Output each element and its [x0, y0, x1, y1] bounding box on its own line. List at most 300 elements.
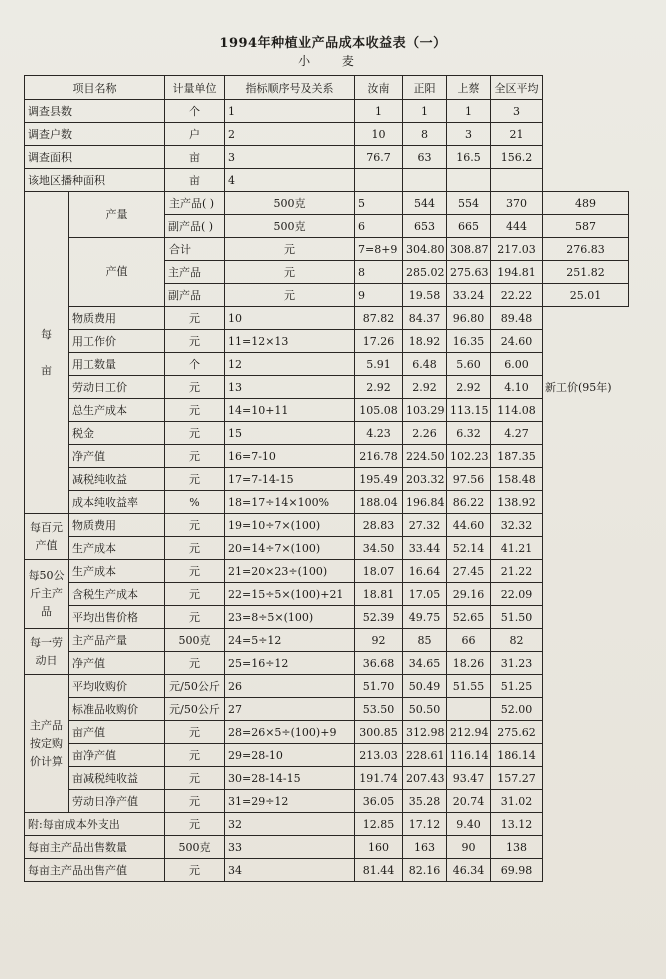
row-name: 主产品产量 [69, 629, 165, 652]
table-row [25, 583, 629, 606]
value-average: 31.23 [491, 652, 543, 675]
header-item: 项目名称 [25, 76, 165, 100]
value-shangcai: 113.15 [447, 399, 491, 422]
table-row [25, 859, 629, 882]
value-average: 51.25 [491, 675, 543, 698]
row-note [543, 721, 629, 744]
value-runan: 18.81 [355, 583, 403, 606]
row-note [543, 606, 629, 629]
value-runan: 12.85 [355, 813, 403, 836]
value-zhengyang: 665 [447, 215, 491, 238]
row-note [543, 675, 629, 698]
value-runan [355, 169, 403, 192]
value-runan: 653 [403, 215, 447, 238]
row-unit: 元 [165, 790, 225, 813]
row-name: 每亩主产品出售数量 [25, 836, 165, 859]
value-runan: 300.85 [355, 721, 403, 744]
row-name: 劳动日工价 [69, 376, 165, 399]
value-average: 156.2 [491, 146, 543, 169]
row-unit: 元 [165, 859, 225, 882]
value-zhengyang: 2.26 [403, 422, 447, 445]
value-runan: 18.07 [355, 560, 403, 583]
value-zhengyang: 196.84 [403, 491, 447, 514]
row-unit: 500克 [165, 836, 225, 859]
value-shangcai: 6.32 [447, 422, 491, 445]
row-index: 7=8+9 [355, 238, 403, 261]
row-index: 10 [225, 307, 355, 330]
value-runan: 81.44 [355, 859, 403, 882]
value-zhengyang: 203.32 [403, 468, 447, 491]
row-index: 6 [355, 215, 403, 238]
table-header-row [25, 76, 629, 100]
row-name: 物质费用 [69, 514, 165, 537]
row-note [543, 744, 629, 767]
value-runan: 285.02 [403, 261, 447, 284]
value-zhengyang: 228.61 [403, 744, 447, 767]
value-runan: 34.50 [355, 537, 403, 560]
value-shangcai: 16.5 [447, 146, 491, 169]
value-runan: 52.39 [355, 606, 403, 629]
value-shangcai: 212.94 [447, 721, 491, 744]
row-name: 合计 [165, 238, 225, 261]
row-name: 亩减税纯收益 [69, 767, 165, 790]
value-shangcai: 217.03 [491, 238, 543, 261]
row-index: 19=10÷7×(100) [225, 514, 355, 537]
value-runan: 1 [355, 100, 403, 123]
table-row [25, 813, 629, 836]
value-zhengyang: 63 [403, 146, 447, 169]
row-unit: 个 [165, 100, 225, 123]
table-row [25, 353, 629, 376]
row-name: 含税生产成本 [69, 583, 165, 606]
row-name: 调查面积 [25, 146, 165, 169]
row-note [543, 169, 629, 192]
table-row [25, 422, 629, 445]
row-index: 14=10+11 [225, 399, 355, 422]
value-average: 21.22 [491, 560, 543, 583]
value-runan: 17.26 [355, 330, 403, 353]
row-unit: 元 [225, 238, 355, 261]
row-index: 18=17÷14×100% [225, 491, 355, 514]
value-runan: 188.04 [355, 491, 403, 514]
value-shangcai [447, 698, 491, 721]
row-unit: 户 [165, 123, 225, 146]
table-row [25, 468, 629, 491]
value-average: 25.01 [543, 284, 629, 307]
value-shangcai: 116.14 [447, 744, 491, 767]
value-zhengyang: 49.75 [403, 606, 447, 629]
value-average: 32.32 [491, 514, 543, 537]
row-index: 11=12×13 [225, 330, 355, 353]
row-index: 23=8÷5×(100) [225, 606, 355, 629]
value-shangcai: 18.26 [447, 652, 491, 675]
row-index: 26 [225, 675, 355, 698]
row-note [543, 100, 629, 123]
value-shangcai: 52.14 [447, 537, 491, 560]
row-note [543, 652, 629, 675]
row-unit: 元 [165, 514, 225, 537]
table-row [25, 537, 629, 560]
value-zhengyang: 312.98 [403, 721, 447, 744]
row-index: 25=16÷12 [225, 652, 355, 675]
row-index: 17=7-14-15 [225, 468, 355, 491]
value-average: 186.14 [491, 744, 543, 767]
value-average: 114.08 [491, 399, 543, 422]
row-name: 总生产成本 [69, 399, 165, 422]
row-unit: 元/50公斤 [165, 675, 225, 698]
group-label: 主产品按定购价计算 [25, 675, 69, 813]
header-unit: 计量单位 [165, 76, 225, 100]
value-runan: 4.23 [355, 422, 403, 445]
row-note [543, 399, 629, 422]
table-row [25, 698, 629, 721]
value-runan: 53.50 [355, 698, 403, 721]
value-zhengyang: 103.29 [403, 399, 447, 422]
row-name: 用工作价 [69, 330, 165, 353]
row-unit: 元/50公斤 [165, 698, 225, 721]
row-name: 调查户数 [25, 123, 165, 146]
row-index: 16=7-10 [225, 445, 355, 468]
row-note [543, 422, 629, 445]
row-note [543, 537, 629, 560]
table-row [25, 169, 629, 192]
value-shangcai: 46.34 [447, 859, 491, 882]
value-runan: 36.68 [355, 652, 403, 675]
value-shangcai: 97.56 [447, 468, 491, 491]
value-runan: 191.74 [355, 767, 403, 790]
value-zhengyang: 163 [403, 836, 447, 859]
value-runan: 19.58 [403, 284, 447, 307]
row-unit: 元 [165, 422, 225, 445]
row-index: 9 [355, 284, 403, 307]
value-runan: 195.49 [355, 468, 403, 491]
row-note [543, 123, 629, 146]
row-index: 4 [225, 169, 355, 192]
row-name: 亩净产值 [69, 744, 165, 767]
value-zhengyang: 2.92 [403, 376, 447, 399]
value-shangcai [447, 169, 491, 192]
value-shangcai: 370 [491, 192, 543, 215]
row-name: 物质费用 [69, 307, 165, 330]
table-body [25, 100, 629, 882]
row-name: 平均出售价格 [69, 606, 165, 629]
table-row [25, 307, 629, 330]
row-note [543, 468, 629, 491]
value-shangcai: 16.35 [447, 330, 491, 353]
table-row [25, 606, 629, 629]
value-shangcai: 66 [447, 629, 491, 652]
row-unit: 元 [165, 399, 225, 422]
value-average: 138 [491, 836, 543, 859]
value-zhengyang: 18.92 [403, 330, 447, 353]
value-zhengyang: 35.28 [403, 790, 447, 813]
row-note [543, 146, 629, 169]
value-average: 21 [491, 123, 543, 146]
note-column [543, 76, 629, 100]
row-note [543, 491, 629, 514]
value-shangcai: 51.55 [447, 675, 491, 698]
row-note [543, 629, 629, 652]
row-index: 21=20×23÷(100) [225, 560, 355, 583]
value-zhengyang: 33.24 [447, 284, 491, 307]
row-unit: 元 [165, 744, 225, 767]
value-average: 82 [491, 629, 543, 652]
value-shangcai: 5.60 [447, 353, 491, 376]
value-runan: 2.92 [355, 376, 403, 399]
row-index: 28=26×5÷(100)+9 [225, 721, 355, 744]
value-shangcai: 86.22 [447, 491, 491, 514]
value-shangcai: 194.81 [491, 261, 543, 284]
value-runan: 51.70 [355, 675, 403, 698]
value-runan: 10 [355, 123, 403, 146]
row-unit: 元 [165, 468, 225, 491]
value-shangcai: 20.74 [447, 790, 491, 813]
value-average: 138.92 [491, 491, 543, 514]
value-average: 89.48 [491, 307, 543, 330]
value-average: 13.12 [491, 813, 543, 836]
value-shangcai: 444 [491, 215, 543, 238]
table-row [25, 399, 629, 422]
row-index: 29=28-10 [225, 744, 355, 767]
row-unit: 元 [225, 284, 355, 307]
value-zhengyang: 6.48 [403, 353, 447, 376]
value-zhengyang: 85 [403, 629, 447, 652]
value-average [491, 169, 543, 192]
table-row [25, 560, 629, 583]
row-index: 1 [225, 100, 355, 123]
value-average: 22.09 [491, 583, 543, 606]
value-average: 158.48 [491, 468, 543, 491]
value-average: 51.50 [491, 606, 543, 629]
row-name: 每亩主产品出售产值 [25, 859, 165, 882]
row-name: 亩产值 [69, 721, 165, 744]
row-index: 24=5÷12 [225, 629, 355, 652]
value-shangcai: 44.60 [447, 514, 491, 537]
value-zhengyang: 207.43 [403, 767, 447, 790]
row-note [543, 790, 629, 813]
row-name: 净产值 [69, 445, 165, 468]
page-subtitle: 小 麦 [298, 54, 368, 68]
row-name: 税金 [69, 422, 165, 445]
row-unit: 元 [165, 767, 225, 790]
row-unit: 元 [165, 445, 225, 468]
value-average: 3 [491, 100, 543, 123]
value-zhengyang: 17.12 [403, 813, 447, 836]
table-row [25, 514, 629, 537]
value-shangcai: 22.22 [491, 284, 543, 307]
value-average: 251.82 [543, 261, 629, 284]
value-runan: 5.91 [355, 353, 403, 376]
value-shangcai: 52.65 [447, 606, 491, 629]
value-shangcai: 2.92 [447, 376, 491, 399]
value-zhengyang: 8 [403, 123, 447, 146]
row-index: 27 [225, 698, 355, 721]
value-zhengyang: 84.37 [403, 307, 447, 330]
value-zhengyang: 308.87 [447, 238, 491, 261]
row-name: 标准品收购价 [69, 698, 165, 721]
value-zhengyang: 17.05 [403, 583, 447, 606]
value-shangcai: 29.16 [447, 583, 491, 606]
row-name: 劳动日净产值 [69, 790, 165, 813]
row-note [543, 330, 629, 353]
row-note [543, 836, 629, 859]
value-runan: 105.08 [355, 399, 403, 422]
table-row [25, 376, 629, 399]
value-zhengyang: 50.50 [403, 698, 447, 721]
header-index: 指标顺序号及关系 [225, 76, 355, 100]
row-index: 32 [225, 813, 355, 836]
value-average: 4.27 [491, 422, 543, 445]
row-unit: 元 [165, 813, 225, 836]
subgroup-label: 产值 [69, 238, 165, 307]
value-shangcai: 93.47 [447, 767, 491, 790]
row-unit: 元 [165, 583, 225, 606]
row-unit: 元 [165, 606, 225, 629]
table-row [25, 721, 629, 744]
row-note [543, 767, 629, 790]
row-note [543, 514, 629, 537]
row-name: 主产品 [165, 261, 225, 284]
value-zhengyang: 224.50 [403, 445, 447, 468]
row-unit: 元 [165, 330, 225, 353]
value-runan: 544 [403, 192, 447, 215]
group-label: 每一劳动日 [25, 629, 69, 675]
row-index: 5 [355, 192, 403, 215]
row-unit: 500克 [225, 192, 355, 215]
row-index: 22=15÷5×(100)+21 [225, 583, 355, 606]
table-row [25, 744, 629, 767]
value-average: 276.83 [543, 238, 629, 261]
value-zhengyang: 50.49 [403, 675, 447, 698]
row-unit: 亩 [165, 146, 225, 169]
row-index: 3 [225, 146, 355, 169]
value-zhengyang: 16.64 [403, 560, 447, 583]
row-name: 副产品( ) [165, 215, 225, 238]
value-average: 187.35 [491, 445, 543, 468]
row-name: 平均收购价 [69, 675, 165, 698]
value-shangcai: 3 [447, 123, 491, 146]
row-unit: 元 [165, 560, 225, 583]
value-zhengyang: 27.32 [403, 514, 447, 537]
row-name: 主产品( ) [165, 192, 225, 215]
value-runan: 160 [355, 836, 403, 859]
value-average: 69.98 [491, 859, 543, 882]
row-unit: 元 [165, 307, 225, 330]
value-zhengyang: 33.44 [403, 537, 447, 560]
table-row [25, 790, 629, 813]
table-row [25, 330, 629, 353]
row-index: 8 [355, 261, 403, 284]
page-title: 1994年种植业产品成本收益表（一） [219, 36, 447, 51]
row-index: 33 [225, 836, 355, 859]
group-label: 每50公斤主产品 [25, 560, 69, 629]
row-name: 成本纯收益率 [69, 491, 165, 514]
value-shangcai: 96.80 [447, 307, 491, 330]
value-shangcai: 102.23 [447, 445, 491, 468]
table-row [25, 836, 629, 859]
row-index: 15 [225, 422, 355, 445]
row-index: 31=29÷12 [225, 790, 355, 813]
row-index: 30=28-14-15 [225, 767, 355, 790]
table-row [25, 675, 629, 698]
value-average: 52.00 [491, 698, 543, 721]
row-index: 20=14÷7×(100) [225, 537, 355, 560]
value-runan: 213.03 [355, 744, 403, 767]
value-average: 587 [543, 215, 629, 238]
row-note [543, 353, 629, 376]
value-shangcai: 9.40 [447, 813, 491, 836]
header-zhengyang: 正阳 [403, 76, 447, 100]
row-unit: 500克 [225, 215, 355, 238]
row-index: 2 [225, 123, 355, 146]
table-row [25, 100, 629, 123]
value-runan: 36.05 [355, 790, 403, 813]
row-unit: 元 [165, 652, 225, 675]
value-shangcai: 1 [447, 100, 491, 123]
value-runan: 304.80 [403, 238, 447, 261]
value-average: 6.00 [491, 353, 543, 376]
value-average: 489 [543, 192, 629, 215]
table-row [25, 652, 629, 675]
row-unit: 亩 [165, 169, 225, 192]
row-name: 生产成本 [69, 537, 165, 560]
value-zhengyang: 554 [447, 192, 491, 215]
value-runan: 92 [355, 629, 403, 652]
value-zhengyang [403, 169, 447, 192]
row-note: 新工价(95年) [545, 381, 612, 394]
row-name: 减税纯收益 [69, 468, 165, 491]
row-name: 用工数量 [69, 353, 165, 376]
row-note [543, 698, 629, 721]
value-zhengyang: 1 [403, 100, 447, 123]
row-name: 生产成本 [69, 560, 165, 583]
value-zhengyang: 82.16 [403, 859, 447, 882]
value-zhengyang: 275.63 [447, 261, 491, 284]
row-note [543, 583, 629, 606]
row-name: 副产品 [165, 284, 225, 307]
row-unit: 元 [165, 537, 225, 560]
header-average: 全区平均 [491, 76, 543, 100]
value-average: 157.27 [491, 767, 543, 790]
value-runan: 216.78 [355, 445, 403, 468]
row-unit: 元 [165, 376, 225, 399]
value-runan: 76.7 [355, 146, 403, 169]
value-average: 24.60 [491, 330, 543, 353]
row-note [543, 813, 629, 836]
row-note [543, 445, 629, 468]
row-unit: 元 [165, 721, 225, 744]
table-row [25, 238, 629, 261]
table-row [25, 629, 629, 652]
row-name: 调查县数 [25, 100, 165, 123]
value-average: 41.21 [491, 537, 543, 560]
row-name: 净产值 [69, 652, 165, 675]
row-index: 13 [225, 376, 355, 399]
table-row [25, 192, 629, 215]
row-unit: 500克 [165, 629, 225, 652]
row-unit: % [165, 491, 225, 514]
value-average: 4.10 [491, 376, 543, 399]
row-unit: 元 [225, 261, 355, 284]
value-average: 275.62 [491, 721, 543, 744]
row-name: 附:每亩成本外支出 [25, 813, 165, 836]
row-note [543, 859, 629, 882]
value-runan: 87.82 [355, 307, 403, 330]
header-shangcai: 上蔡 [447, 76, 491, 100]
row-index: 12 [225, 353, 355, 376]
row-name: 该地区播种面积 [25, 169, 165, 192]
table-row [25, 445, 629, 468]
